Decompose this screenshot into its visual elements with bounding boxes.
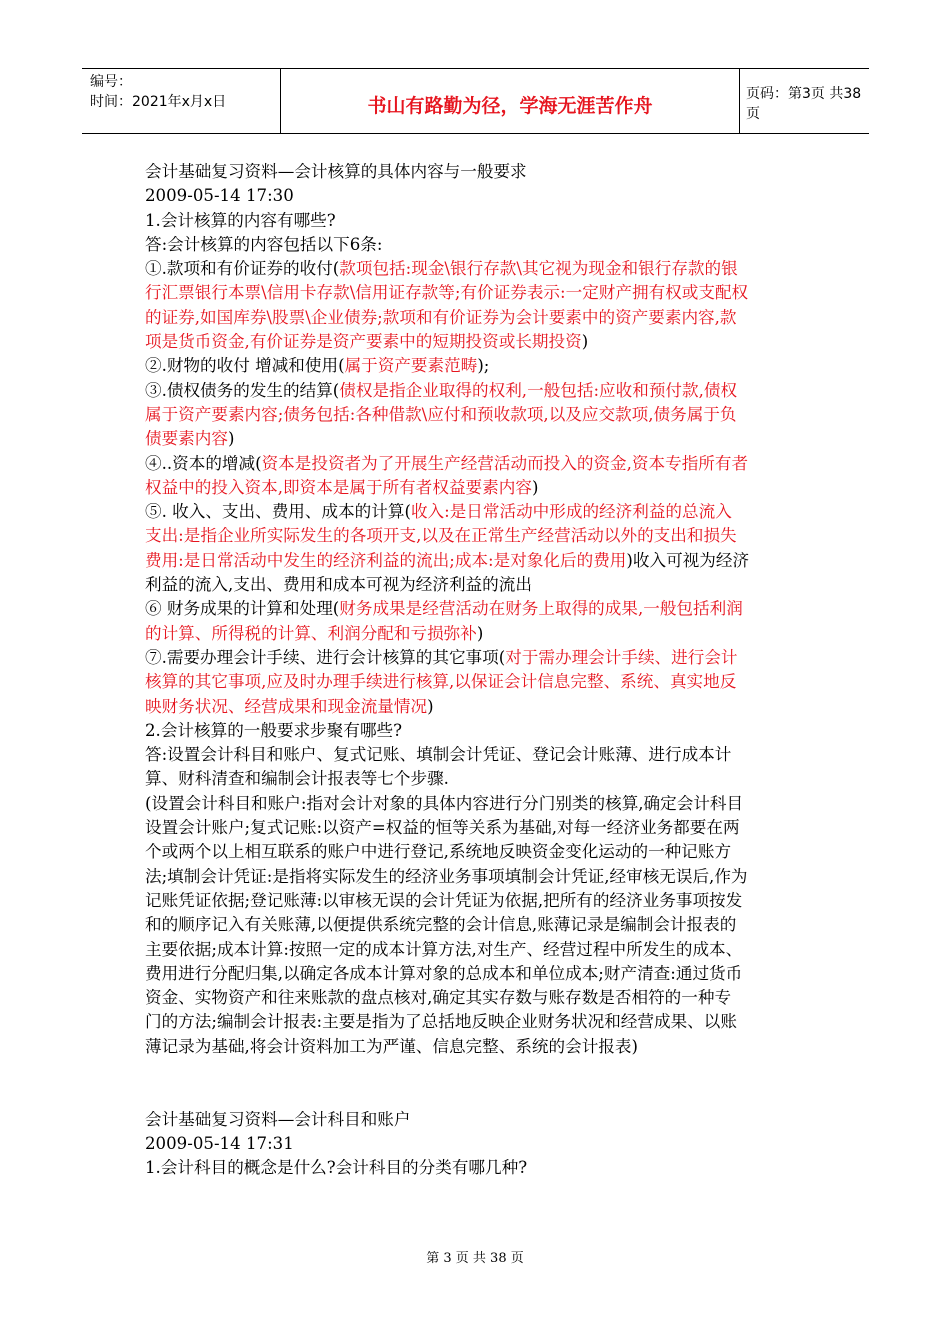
- document-body: [145, 160, 835, 1180]
- text-line: [145, 792, 835, 816]
- text-line: [145, 257, 835, 281]
- text-line: [145, 306, 835, 330]
- highlighted-text-segment: 项是货币资金,有价证券是资产要素中的短期投资或长期投资: [145, 332, 582, 352]
- text-segment: )收入可视为经济: [626, 550, 750, 570]
- text-line: [145, 330, 835, 354]
- text-segment: 1.会计科目的概念是什么?会计科目的分类有哪几种?: [145, 1158, 528, 1178]
- highlighted-text-segment: 费用:是日常活动中发生的经济利益的流出;成本:是对象化后的费用: [145, 550, 627, 570]
- highlighted-text-segment: 属于资产要素内容;债务包括:各种借款\应付和预收款项,以及应交款项,债务属于负: [145, 404, 737, 424]
- text-segment: ): [227, 429, 235, 449]
- text-line: [145, 938, 835, 962]
- text-line: [145, 670, 835, 694]
- text-segment: 主要依据;成本计算:按照一定的成本计算方法,对生产、经营过程中所发生的成本、: [145, 939, 743, 959]
- text-segment: );: [477, 356, 490, 376]
- header-motto: [281, 69, 740, 133]
- highlighted-text-segment: 权益中的投入资本,即资本是属于所有者权益要素内容: [145, 477, 532, 497]
- text-line: [145, 452, 835, 476]
- text-line: [145, 160, 835, 184]
- highlighted-text-segment: 的计算、所得税的计算、利润分配和亏损弥补: [145, 623, 477, 643]
- text-segment: 薄记录为基础,将会计资料加工为严谨、信息完整、系统的会计报表): [145, 1036, 638, 1056]
- page-info-text: 页码：第3页 共38页: [746, 86, 862, 122]
- text-line: [145, 646, 835, 670]
- header-meta: [82, 69, 281, 133]
- text-segment: 答:会计核算的内容包括以下6条:: [145, 234, 383, 254]
- text-segment: ④..资本的增减(: [145, 453, 262, 473]
- text-line: [145, 986, 835, 1010]
- text-segment: 和的顺序记入有关账薄,以便提供系统完整的会计信息,账薄记录是编制会计报表的: [145, 915, 737, 935]
- text-line: [145, 379, 835, 403]
- text-line: [145, 1035, 835, 1059]
- text-segment: 资金、实物资产和往来账款的盘点核对,确定其实存数与账存数是否相符的一种专: [145, 988, 732, 1008]
- text-segment: ①.款项和有价证券的收付(: [145, 259, 340, 279]
- text-line: [145, 524, 835, 548]
- document-number: 编号：: [90, 74, 132, 90]
- text-segment: ): [531, 477, 539, 497]
- text-segment: (设置会计科目和账户:指对会计对象的具体内容进行分门别类的核算,确定会计科目: [145, 793, 744, 813]
- text-segment: ): [476, 623, 484, 643]
- text-segment: 法;填制会计凭证:是指将实际发生的经济业务事项填制会计凭证,经审核无误后,作为: [145, 866, 748, 886]
- header-page-info: [740, 69, 869, 133]
- highlighted-text-segment: 属于资产要素范畴: [344, 356, 478, 376]
- highlighted-text-segment: 映财务状况、经营成果和现金流量情况: [145, 696, 428, 716]
- text-line: [145, 476, 835, 500]
- text-segment: 费用进行分配归集,以确定各成本计算对象的总成本和单位成本;财产清查:通过货币: [145, 963, 743, 983]
- text-segment: 记账凭证依据;登记账薄:以审核无误的会计凭证为依据,把所有的经济业务事项按发: [145, 890, 743, 910]
- text-line: [145, 573, 835, 597]
- document-time: 时间：2021年x月x日: [90, 94, 227, 110]
- highlighted-text-segment: 支出:是指企业所实际发生的各项开支,以及在正常生产经营活动以外的支出和损失: [145, 526, 737, 546]
- highlighted-text-segment: 资本是投资者为了开展生产经营活动而投入的资金,资本专指所有者: [261, 453, 749, 473]
- text-line: [145, 1156, 835, 1180]
- motto-text: 书山有路勤为径，学海无涯苦作舟: [367, 94, 653, 117]
- text-segment: 会计基础复习资料—会计核算的具体内容与一般要求: [145, 162, 527, 181]
- highlighted-text-segment: 债权是指企业取得的权利,一般包括:应收和预付款,债权: [339, 380, 738, 400]
- text-segment: 答:设置会计科目和账户、复式记账、填制会计凭证、登记会计账薄、进行成本计: [145, 745, 732, 765]
- highlighted-text-segment: 债要素内容: [145, 429, 228, 449]
- text-segment: ⑤. 收入、支出、费用、成本的计算(: [145, 502, 411, 522]
- text-line: [145, 695, 835, 719]
- text-line: [145, 1108, 835, 1132]
- text-segment: 1.会计核算的内容有哪些?: [145, 210, 336, 230]
- text-line: [145, 354, 835, 378]
- text-segment: 利益的流入,支出、费用和成本可视为经济利益的流出: [145, 575, 532, 595]
- text-line: [145, 209, 835, 233]
- text-segment: 2.会计核算的一般要求步聚有哪些?: [145, 720, 403, 740]
- text-line: [145, 427, 835, 451]
- text-segment: 算、财科清查和编制会计报表等七个步骤.: [145, 769, 449, 789]
- highlighted-text-segment: 款项包括:现金\银行存款\其它视为现金和银行存款的银: [339, 259, 738, 279]
- text-line: [145, 767, 835, 791]
- text-line: [145, 1132, 835, 1156]
- text-line: [145, 889, 835, 913]
- text-line: [145, 403, 835, 427]
- text-segment: 2009-05-14 17:31: [145, 1133, 294, 1153]
- text-segment: 会计基础复习资料—会计科目和账户: [145, 1109, 411, 1129]
- text-line: [145, 597, 835, 621]
- text-segment: 2009-05-14 17:30: [145, 186, 294, 206]
- text-segment: ): [581, 332, 589, 352]
- text-segment: ⑥ 财务成果的计算和处理(: [145, 599, 340, 619]
- footer-page-number: 第 3 页 共 38 页: [426, 1251, 524, 1266]
- highlighted-text-segment: 收入:是日常活动中形成的经济利益的总流入: [410, 502, 732, 522]
- text-line: [145, 233, 835, 257]
- page-header: [82, 68, 869, 134]
- text-line: [145, 1010, 835, 1034]
- paragraph-spacer: [145, 1059, 835, 1108]
- text-line: [145, 840, 835, 864]
- text-line: [145, 816, 835, 840]
- text-segment: ③.债权债务的发生的结算(: [145, 380, 340, 400]
- text-segment: 门的方法;编制会计报表:主要是指为了总括地反映企业财务状况和经营成果、以账: [145, 1012, 737, 1032]
- text-segment: ): [427, 696, 434, 716]
- highlighted-text-segment: 财务成果是经营活动在财务上取得的成果,一般包括利润: [339, 599, 743, 619]
- text-segment: 设置会计账户;复式记账:以资产=权益的恒等关系为基础,对每一经济业务都要在两: [145, 818, 740, 838]
- text-line: [145, 719, 835, 743]
- text-line: [145, 913, 835, 937]
- highlighted-text-segment: 行汇票银行本票\信用卡存款\信用证存款等;有价证券表示:一定财产拥有权或支配权: [145, 283, 749, 303]
- text-line: [145, 962, 835, 986]
- page-footer: [0, 1247, 950, 1266]
- text-line: [145, 500, 835, 524]
- highlighted-text-segment: 的证券,如国库券\股票\企业债券;款项和有价证券为会计要素中的资产要素内容,款: [145, 307, 737, 327]
- text-segment: ⑦.需要办理会计手续、进行会计核算的其它事项(: [145, 647, 506, 667]
- text-line: [145, 549, 835, 573]
- text-line: [145, 184, 835, 208]
- text-line: [145, 865, 835, 889]
- text-line: [145, 622, 835, 646]
- text-segment: 个或两个以上相互联系的账户中进行登记,系统地反映资金变化运动的一种记账方: [145, 842, 732, 862]
- text-line: [145, 743, 835, 767]
- text-line: [145, 281, 835, 305]
- text-segment: ②.财物的收付 增减和使用(: [145, 356, 345, 376]
- highlighted-text-segment: 对于需办理会计手续、进行会计: [505, 647, 738, 667]
- highlighted-text-segment: 核算的其它事项,应及时办理手续进行核算,以保证会计信息完整、系统、真实地反: [145, 672, 737, 692]
